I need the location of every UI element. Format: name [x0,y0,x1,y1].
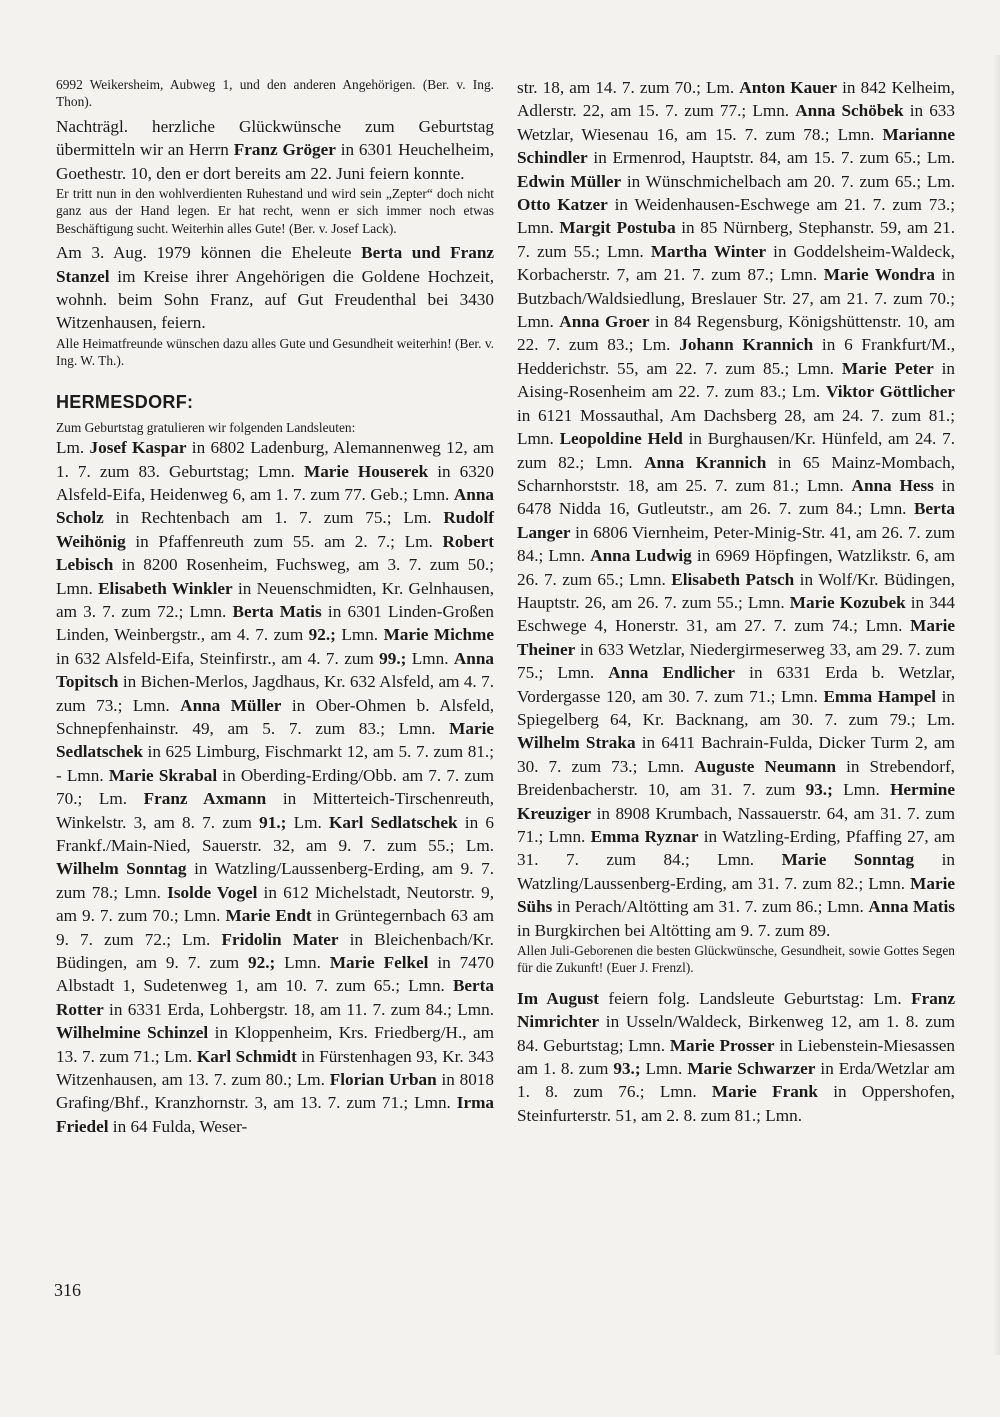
text-run: in Strebendorf, Breidenbacherstr. 10, am 31. 7. zum [517,756,955,800]
text-run: in 344 Eschwege 4, Honerstr. 31, am 27. 7. zum 74.; Lmn. [517,592,955,636]
bold-name-run: Marie Houserek [303,461,429,481]
bold-name-run: Marie Kozubek [789,592,906,612]
bold-name-run: Karl Sedlatschek [329,812,458,832]
bold-name-run: Marie Theiner [517,616,955,659]
text-run: Nachträgl. herzliche Glückwünsche zum Geburtstag übermitteln wir an Herrn [56,116,494,160]
text-run: in Watzling/Laussenberg-Erding, am 31. 7. zum 82.; Lmn. [517,850,955,893]
bold-name-run: Marie Schwarzer [687,1059,816,1079]
bold-name-run: Wilhelm Sonntag [56,859,187,879]
paragraph-stanzel [56,241,494,335]
bold-name-run: 93.; [805,780,833,800]
left-column [56,76,494,1138]
bold-name-run: Anna Schöbek [795,101,904,121]
bold-name-run: Marie Skrabal [108,765,218,785]
bold-name-run: Anna Hess [851,475,934,495]
bold-name-run: 93.; [613,1059,641,1079]
text-run: in Usseln/Waldeck, Birkenweg 12, am 1. 8. zum 84. Geburtstag; Lmn. [517,1012,955,1055]
text-run: in Wünschmichelbach am 20. 7. zum 65.; Lm. [621,171,956,191]
text-run: in Rechtenbach am 1. 7. zum 75.; Lm. [103,508,444,528]
bold-name-run: Anna Endlicher [608,663,736,683]
text-run: in Watzling/Laussenberg-Erding, am 9. 7. zum 78.; Lmn. [56,859,495,902]
text-run: in 64 Fulda, Weser- [108,1116,248,1136]
text-run: in Wolf/Kr. Büdingen, Hauptstr. 26, am 26. 7. zum 55.; Lmn. [517,569,955,612]
bold-name-run: Franz Gröger [233,140,336,160]
paragraph-august [517,987,955,1127]
bold-name-run: Martha Winter [650,241,767,261]
bold-name-run: Margit Postuba [559,218,676,238]
bold-name-run: 92.; [248,953,276,973]
bold-name-run: Anna Matis [868,897,955,917]
text-run: in 6802 Ladenburg, Alemannenweg 12, am 1. 7. zum 83. Geburtstag; Lmn. [56,438,494,481]
text-run: Zum Geburtstag gratulieren wir folgenden Landsleuten: [56,419,356,435]
bold-name-run: Berta Rotter [56,976,494,1019]
text-run: in 7470 Albstadt 1, Sudetenweg 1, am 10. 7. zum 65.; Lmn. [56,953,495,996]
bold-name-run: Hermine Kreuziger [517,780,955,823]
text-run: Lmn. [406,648,454,668]
bold-name-run: Franz Axmann [143,789,267,809]
text-run: in Watzling-Erding, Pfaffing 27, am 31. 7. zum 84.; Lmn. [517,827,955,870]
text-run: in Weidenhausen-Eschwege am 21. 7. zum 73.; Lmn. [517,195,955,238]
bold-name-run: Anna Topitsch [56,648,494,692]
text-run: in Fürstenhagen 93, Kr. 343 Witzenhausen, am 13. 7. zum 80.; Lm. [56,1046,494,1090]
text-run: 6992 Weikersheim, Aubweg 1, und den anderen Angehörigen. (Ber. v. Ing. Thon). [56,77,494,110]
text-run: in 6806 Viernheim, Peter-Minig-Str. 41, am 26. 7. zum 84.; Lmn. [517,522,955,566]
paragraph-groeger [56,115,494,185]
bold-name-run: Marie Prosser [669,1035,775,1055]
text-run: in 6320 Alsfeld-Eifa, Heidenweg 6, am 1. 7. zum 77. Geb.; Lmn. [56,461,494,504]
text-run: str. 18, am 14. 7. zum 70.; Lm. [517,78,740,97]
text-run: in Kloppenheim, Krs. Friedberg/H., am 13. 7. zum 71.; Lm. [56,1023,494,1066]
bold-name-run: Josef Kaspar [89,438,187,458]
bold-name-run: Berta und Franz Stanzel [56,243,495,286]
text-run: in 633 Wetzlar, Wiesenau 16, am 15. 7. zum 78.; Lmn. [517,101,955,144]
text-run: in 84 Regensburg, Königshüttenstr. 10, am 22. 7. zum 83.; Lm. [517,312,955,355]
bold-name-run: Marie Michme [383,625,494,645]
page-edge-shadow [992,55,1000,1355]
bold-name-run: Fridolin Mater [221,929,339,949]
section-heading-hermesdorf [56,392,494,413]
text-run: in 612 Michelstadt, Neutorstr. 9, am 9. 7. zum 70.; Lmn. [56,882,494,926]
bold-name-run: Anna Groer [559,312,650,332]
text-run: in Oberding-Erding/Obb. am 7. 7. zum 70.; Lm. [56,765,494,809]
paragraph-ruhestand [56,185,494,237]
bold-name-run: Im August [517,988,599,1008]
bold-name-run: Marie Sedlatschek [56,718,494,762]
bold-name-run: Anna Ludwig [590,546,692,566]
text-run: in Mitterteich-Tirschenreuth, Winkelstr. 3, am 8. 7. zum [56,789,494,832]
bold-name-run: Anton Kauer [739,78,838,97]
text-run: in 6 Frankfurt/M., Hedderichstr. 55, am 22. 7. zum 85.; Lmn. [517,335,955,378]
bold-name-run: Marie Sühs [517,873,955,917]
bold-name-run: Marie Frank [711,1082,818,1102]
bold-name-run: Edwin Müller [517,171,622,191]
text-run: HERMESDORF: [56,391,194,412]
bold-name-run: Emma Hampel [823,686,936,706]
text-run: in 633 Wetzlar, Niedergirmeserweg 33, am 29. 7. zum 75.; Lmn. [517,639,955,683]
paragraph-juli-wishes [517,942,955,977]
bold-name-run: Auguste Neumann [694,756,837,776]
bold-name-run: Robert Lebisch [56,531,494,575]
bold-name-run: Irma Friedel [56,1093,494,1136]
text-run: in 6 Frankf./Main-Nied, Sauerstr. 32, am 9. 7. zum 55.; Lm. [56,812,494,855]
bold-name-run: Leopoldine Held [559,429,683,449]
text-run: in Spiegelberg 64, Kr. Backnang, am 30. 7. zum 79.; Lm. [517,686,955,729]
text-run: in Neuenschmidten, Kr. Gelnhausen, am 3. 7. zum 72.; Lmn. [56,578,494,621]
bold-name-run: Anna Scholz [56,484,494,528]
text-run: Lmn. [640,1059,688,1079]
text-run: im Kreise ihrer Angehörigen die Goldene Hochzeit, wohnh. beim Sohn Franz, auf Gut Freudenthal bei 3430 Witzenhausen, feiern. [56,266,494,333]
bold-name-run: Elisabeth Patsch [671,569,795,589]
bold-name-run: Marie Wondra [823,265,936,285]
paragraph-birthday-list-right [517,76,955,942]
text-run: Alle Heimatfreunde wünschen dazu alles Gute und Gesundheit weiterhin! (Ber. v. Ing. W. Th.). [56,335,494,369]
bold-name-run: Emma Ryznar [590,827,699,846]
bold-name-run: Marie Felkel [329,953,429,973]
text-run: in Aising-Rosenheim am 22. 7. zum 83.; Lm. [517,358,955,402]
text-run: in 632 Alsfeld-Eifa, Steinfirstr., am 4. 7. zum [56,648,380,668]
text-run: in Ober-Ohmen b. Alsfeld, Schnepfenhainstr. 49, am 5. 7. zum 83.; Lmn. [56,695,494,738]
text-run: in 8200 Rosenheim, Fuchsweg, am 3. 7. zum 50.; Lmn. [56,555,494,598]
bold-name-run: Franz Nimrichter [517,988,955,1032]
text-run: in Bleichenbach/Kr. Büdingen, am 9. 7. zum [56,929,494,973]
text-run: Allen Juli-Geborenen die besten Glückwünsche, Gesundheit, sowie Gottes Segen für die Zukunft! (Euer J. Frenzl). [517,943,955,976]
text-run: in Goddelsheim-Waldeck, Korbacherstr. 7, am 21. 7. zum 87.; Lmn. [517,241,955,285]
text-run: Er tritt nun in den wohlverdienten Ruhestand und wird sein „Zepter“ doch nicht ganz aus der Hand legen. Er hat recht, wenn er sich immer noch etwas Beschäftigung sucht. Weiterhin alles Gute! (Ber. v. Josef Lack). [56,186,494,236]
text-run: in 6301 Heuchelheim, Goethestr. 10, den er dort bereits am 22. Juni feiern konnte. [56,140,495,183]
text-run: in 6331 Erda b. Wetzlar, Vordergasse 120, am 30. 7. zum 71.; Lmn. [517,663,955,706]
text-run: in 6121 Mossauthal, Am Dachsberg 28, am 24. 7. zum 81.; Lmn. [517,405,955,449]
text-run: in Bichen-Merlos, Jagdhaus, Kr. 632 Alsfeld, am 4. 7. zum 73.; Lmn. [56,672,494,715]
text-run: in Butzbach/Waldsiedlung, Breslauer Str. 27, am 21. 7. zum 70.; Lmn. [517,265,955,332]
text-run: in Grüntegernbach 63 am 9. 7. zum 72.; Lm. [56,906,494,949]
text-run: Am 3. Aug. 1979 können die Eheleute [56,243,362,263]
bold-name-run: Karl Schmidt [196,1046,297,1066]
text-run: in 8908 Krumbach, Nassauerstr. 64, am 31. 7. zum 71.; Lmn. [517,803,955,846]
text-run: in 6478 Nidda 16, Gutleutstr., am 26. 7. zum 84.; Lmn. [517,475,956,519]
bold-name-run: Wilhelmine Schinzel [56,1023,209,1043]
paragraph-weikersheim [56,76,494,111]
text-run: Lm. [286,812,330,832]
text-run: in Liebenstein-Miesassen am 1. 8. zum [517,1035,955,1079]
bold-name-run: Viktor Göttlicher [826,382,955,402]
text-run: in 6411 Bachrain-Fulda, Dicker Turm 2, am 30. 7. zum 73.; Lmn. [517,733,955,776]
bold-name-run: Isolde Vogel [167,882,258,902]
text-run: in 842 Kelheim, Adlerstr. 22, am 15. 7. zum 77.; Lmn. [517,78,955,121]
text-run: in Oppershofen, Steinfurterstr. 51, am 2. 8. zum 81.; Lmn. [517,1082,955,1125]
text-run: in Erda/Wetzlar am 1. 8. zum 76.; Lmn. [517,1059,955,1102]
bold-name-run: Berta Langer [517,499,955,542]
bold-name-run: Berta Matis [232,601,322,621]
bold-name-run: 99.; [379,648,407,668]
bold-name-run: Florian Urban [329,1070,437,1090]
text-run: Lmn. [335,625,384,645]
text-run: in 8018 Grafing/Bhf., Kranzhornstr. 3, am 13. 7. zum 71.; Lmn. [56,1070,494,1113]
text-run: in 85 Nürnberg, Stephanstr. 59, am 21. 7. zum 55.; Lmn. [517,218,956,261]
bold-name-run: Rudolf Weihönig [56,508,494,551]
bold-name-run: Anna Müller [180,695,282,715]
bold-name-run: Marie Peter [841,358,934,378]
bold-name-run: Wilhelm Straka [517,733,636,753]
paragraph-intro [56,419,494,436]
bold-name-run: Johann Krannich [679,335,814,355]
bold-name-run: Elisabeth Winkler [98,578,233,598]
bold-name-run: Marianne Schindler [517,124,955,168]
bold-name-run: Otto Katzer [517,195,608,215]
right-column [517,76,955,1127]
text-run: in Burghausen/Kr. Hünfeld, am 24. 7. zum 82.; Lmn. [517,429,955,472]
page-number: 316 [54,1280,81,1300]
text-run: in 65 Mainz-Mombach, Scharnhorststr. 18, am 25. 7. zum 81.; Lmn. [517,452,955,495]
text-run: in 625 Limburg, Fischmarkt 12, am 5. 7. zum 81.; - Lmn. [56,742,494,785]
text-run: in Pfaffenreuth zum 55. am 2. 7.; Lm. [125,531,443,551]
text-run: feiern folg. Landsleute Geburtstag: Lm. [598,988,912,1008]
paragraph-heimatfreunde [56,335,494,370]
text-run: in 6331 Erda, Lohbergstr. 18, am 11. 7. zum 84.; Lmn. [103,999,494,1019]
text-run: Lmn. [832,780,891,800]
text-run: Lmn. [275,953,330,973]
text-run: in Perach/Altötting am 31. 7. zum 86.; Lmn. [552,897,869,917]
bold-name-run: Marie Sonntag [781,850,915,870]
text-run: in Ermenrod, Hauptstr. 84, am 15. 7. zum 65.; Lm. [587,148,955,168]
bold-name-run: 92.; [308,625,336,645]
bold-name-run: 91.; [259,812,287,832]
paragraph-birthday-list-left [56,436,494,1138]
text-run: in Burgkirchen bei Altötting am 9. 7. zum 89. [517,920,831,940]
text-run: in 6301 Linden-Großen Linden, Weinbergstr., am 4. 7. zum [56,601,495,645]
text-run: in 6969 Höpfingen, Watzlikstr. 6, am 26. 7. zum 65.; Lmn. [517,546,955,589]
text-run: Lm. [56,438,90,458]
bold-name-run: Anna Krannich [644,452,767,472]
bold-name-run: Marie Endt [225,906,312,926]
